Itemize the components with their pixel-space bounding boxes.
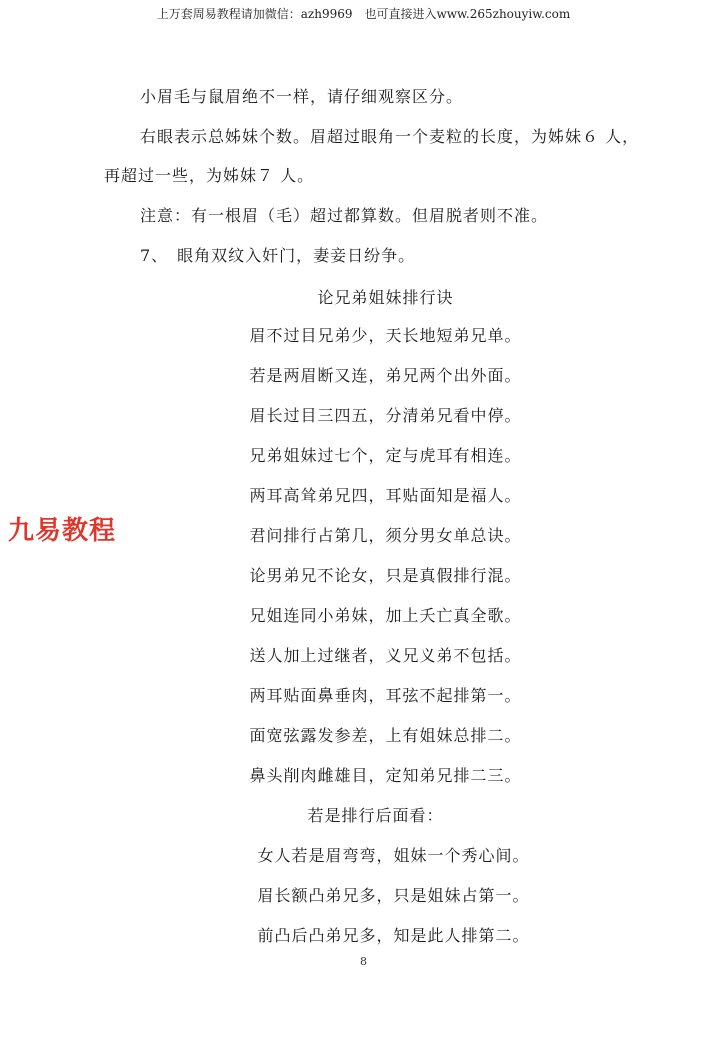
verse-line: 眉长额凸弟兄多，只是姐妹占第一。 [257, 886, 530, 905]
sub-title: 若是排行后面看： [307, 806, 444, 825]
verse-line: 前凸后凸弟兄多，知是此人排第二。 [257, 926, 530, 945]
verse-line: 眉不过目兄弟少，天长地短弟兄单。 [249, 326, 522, 345]
paragraph-4: 7、 眼角双纹入奸门，妻妾日纷争。 [140, 246, 416, 265]
watermark-logo: 九易教程 [8, 516, 117, 546]
verse-line: 鼻头削肉雌雄目，定知弟兄排二三。 [249, 766, 522, 785]
page-number: 8 [360, 955, 367, 968]
verse-line: 论男弟兄不论女，只是真假排行混。 [249, 566, 522, 585]
verse-line: 君问排行占第几，须分男女单总诀。 [249, 526, 522, 545]
verse-line: 若是两眉断又连，弟兄两个出外面。 [249, 366, 522, 385]
verse-line: 面宽弦露发参差，上有姐妹总排二。 [249, 726, 522, 745]
paragraph-3: 注意：有一根眉（毛）超过都算数。但眉脱者则不准。 [140, 206, 549, 225]
paragraph-2-line-1: 右眼表示总姊妹个数。眉超过眼角一个麦粒的长度，为姊妹６ 人， [140, 127, 640, 146]
section-title: 论兄弟姐妹排行诀 [317, 288, 454, 307]
verse-line: 送人加上过继者，义兄义弟不包括。 [249, 646, 522, 665]
paragraph-2-line-2: 再超过一些，为姊妹７ 人。 [104, 166, 315, 185]
verse-line: 兄弟姐妹过七个，定与虎耳有相连。 [249, 446, 522, 465]
page-header: 上万套周易教程请加微信：azh9969 也可直接进入www.265zhouyiw.com [156, 7, 571, 21]
verse-line: 女人若是眉弯弯，姐妹一个秀心间。 [257, 846, 530, 865]
verse-line: 两耳高耸弟兄四，耳贴面知是福人。 [249, 486, 522, 505]
paragraph-1: 小眉毛与鼠眉绝不一样，请仔细观察区分。 [140, 87, 464, 106]
verse-line: 兄姐连同小弟妹，加上夭亡真全歌。 [249, 606, 522, 625]
verse-line: 眉长过目三四五，分清弟兄看中停。 [249, 406, 522, 425]
verse-line: 两耳贴面鼻垂肉，耳弦不起排第一。 [249, 686, 522, 705]
